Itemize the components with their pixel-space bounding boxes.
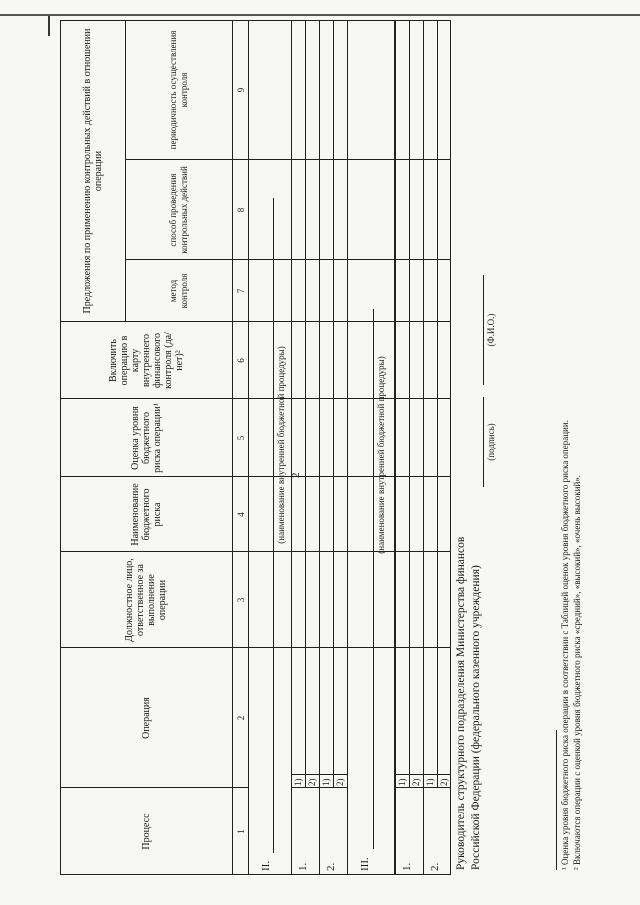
header-proposals: Предложения по применению контрольных действий в отношении операции [81, 28, 104, 314]
row-operation: 2) [411, 778, 421, 786]
row-operation: 1) [397, 778, 407, 786]
row-operation: 2) [307, 778, 317, 786]
col-number: 3 [236, 597, 246, 603]
signature-caption: (подпись) [486, 423, 496, 461]
row-process: 1. [401, 862, 413, 871]
col-number: 4 [236, 512, 246, 517]
footnote-separator [556, 730, 557, 870]
signature-line [483, 397, 484, 487]
section-ii-label: II. [260, 860, 272, 871]
section-ii-caption: (наименование внутренней бюджетной процедуры) [276, 346, 286, 544]
header-process: Процесс [140, 813, 152, 850]
header-official: Должностное лицо, ответственное за выполнение операции [124, 558, 168, 642]
col-number: 7 [236, 288, 246, 294]
row-process: 1. [297, 862, 309, 871]
section-iii-caption: (наименование внутренней бюджетной процедуры) [376, 356, 386, 554]
row-operation: 1) [321, 778, 331, 786]
col-number: 8 [236, 207, 246, 213]
section-iii-label: III. [359, 857, 371, 871]
signature-line-2: Российской Федерации (федерального казенного учреждения) [470, 565, 482, 870]
col-number: 6 [236, 358, 246, 363]
signature-line-1: Руководитель структурного подразделения Министерства финансов [455, 536, 467, 870]
name-line [483, 275, 484, 385]
row-operation: 1) [293, 778, 303, 786]
footnote-1: ¹ Оценка уровня бюджетного риска операции в соответствии с Таблицей оценок уровня бюджетного риска операции. [560, 420, 570, 870]
footnote-2: ² Включаются операции с оценкой уровня бюджетного риска «средний», «высокий», «очень высокий». [572, 474, 582, 870]
row-operation: 1) [425, 778, 435, 786]
header-risk-name: Наименование бюджетного риска [129, 483, 163, 546]
header-control-method: метод контроля [167, 273, 189, 309]
row-process: 2. [429, 862, 441, 871]
col-number: 9 [236, 87, 246, 93]
col-number: 5 [236, 435, 246, 441]
row-operation: 2) [439, 778, 449, 786]
header-control-way: способ проведения контрольных действий [167, 166, 189, 254]
col-number: 1 [236, 829, 246, 834]
name-caption: (Ф.И.О.) [486, 313, 496, 347]
header-risk-assessment: Оценка уровня бюджетного риска операции¹ [129, 403, 163, 473]
page-number: 2 [290, 472, 302, 478]
col-number: 2 [236, 715, 246, 721]
row-operation: 2) [335, 778, 345, 786]
row-process: 2. [325, 862, 337, 871]
header-periodicity: периодичность осуществления контроля [167, 30, 189, 150]
header-operation: Операция [140, 697, 152, 739]
header-include-map: Включить операцию в карту внутреннего финансового контроля (да/нет)² [107, 332, 185, 389]
